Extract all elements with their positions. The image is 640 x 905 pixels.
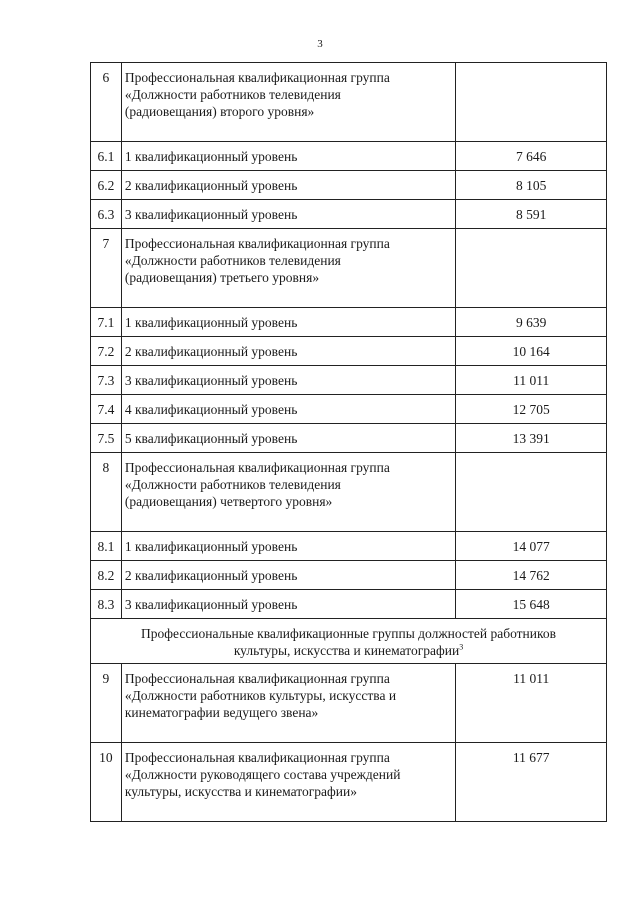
group-name-line: «Должности работников телевидения	[124, 477, 341, 492]
group-name	[121, 453, 456, 532]
group-name-line: культуры, искусства и кинематографии»	[124, 784, 357, 799]
group-name-line: Профессиональная квалификационная группа	[124, 671, 390, 686]
group-name	[121, 63, 456, 142]
group-name-line: Профессиональная квалификационная группа	[124, 70, 390, 85]
group-row	[91, 229, 607, 308]
salary-value: 10 164	[456, 337, 607, 366]
section-header-line	[95, 642, 602, 659]
group-name-line: Профессиональная квалификационная группа	[124, 236, 390, 251]
group-name	[121, 229, 456, 308]
row-number: 7.2	[91, 337, 122, 366]
salary-value: 8 591	[456, 200, 607, 229]
group-name-line: (радиовещания) третьего уровня»	[124, 270, 320, 285]
row-number: 8.2	[91, 561, 122, 590]
group-name	[121, 743, 456, 822]
group-name-line: Профессиональная квалификационная группа	[124, 460, 390, 475]
row-number: 6.1	[91, 142, 122, 171]
group-name-line: (радиовещания) четвертого уровня»	[124, 494, 333, 509]
row-number: 7.1	[91, 308, 122, 337]
page-number: 3	[317, 38, 323, 50]
group-name	[121, 664, 456, 743]
level-name: 4 квалификационный уровень	[121, 395, 456, 424]
row-number: 7.5	[91, 424, 122, 453]
level-row	[91, 532, 607, 561]
group-name-line: «Должности руководящего состава учреждений	[124, 767, 401, 782]
level-row	[91, 308, 607, 337]
salary-value: 12 705	[456, 395, 607, 424]
salary-value: 11 011	[456, 366, 607, 395]
salary-value	[456, 63, 607, 142]
group-name-line: «Должности работников телевидения	[124, 87, 341, 102]
row-number: 8	[91, 453, 122, 532]
section-header-row	[91, 619, 607, 664]
group-name-line: кинематографии ведущего звена»	[124, 705, 319, 720]
level-name: 2 квалификационный уровень	[121, 337, 456, 366]
level-name: 2 квалификационный уровень	[121, 561, 456, 590]
section-header-text: Профессиональные квалификационные группы должностей работников	[141, 626, 556, 641]
level-row	[91, 424, 607, 453]
salary-value	[456, 229, 607, 308]
row-number: 6	[91, 63, 122, 142]
group-row	[91, 453, 607, 532]
level-row	[91, 590, 607, 619]
level-name: 3 квалификационный уровень	[121, 366, 456, 395]
level-name: 5 квалификационный уровень	[121, 424, 456, 453]
level-name: 2 квалификационный уровень	[121, 171, 456, 200]
level-name: 3 квалификационный уровень	[121, 200, 456, 229]
level-row	[91, 142, 607, 171]
row-number: 10	[91, 743, 122, 822]
level-row	[91, 337, 607, 366]
row-number: 7	[91, 229, 122, 308]
group-row	[91, 63, 607, 142]
group-name-line: «Должности работников телевидения	[124, 253, 341, 268]
salary-value: 9 639	[456, 308, 607, 337]
salary-value: 15 648	[456, 590, 607, 619]
level-row	[91, 171, 607, 200]
group-name-line: Профессиональная квалификационная группа	[124, 750, 390, 765]
level-row	[91, 366, 607, 395]
salary-table	[90, 62, 607, 822]
section-header-text: культуры, искусства и кинематографии	[233, 643, 460, 658]
salary-value: 14 762	[456, 561, 607, 590]
row-number: 6.3	[91, 200, 122, 229]
salary-value: 13 391	[456, 424, 607, 453]
row-number: 9	[91, 664, 122, 743]
salary-value: 14 077	[456, 532, 607, 561]
level-row	[91, 200, 607, 229]
row-number: 6.2	[91, 171, 122, 200]
salary-value	[456, 453, 607, 532]
footnote-marker: 3	[459, 642, 464, 652]
row-number: 8.3	[91, 590, 122, 619]
section-header	[91, 619, 607, 664]
row-number: 7.4	[91, 395, 122, 424]
salary-value: 11 011	[456, 664, 607, 743]
row-number: 7.3	[91, 366, 122, 395]
salary-value: 8 105	[456, 171, 607, 200]
group-name-line: (радиовещания) второго уровня»	[124, 104, 315, 119]
group-name-line: «Должности работников культуры, искусства и	[124, 688, 397, 703]
level-name: 1 квалификационный уровень	[121, 142, 456, 171]
level-row	[91, 395, 607, 424]
row-number: 8.1	[91, 532, 122, 561]
group-row	[91, 664, 607, 743]
level-name: 3 квалификационный уровень	[121, 590, 456, 619]
section-header-line	[95, 625, 602, 642]
table-body	[91, 63, 607, 822]
level-row	[91, 561, 607, 590]
level-name: 1 квалификационный уровень	[121, 532, 456, 561]
group-row	[91, 743, 607, 822]
salary-value: 7 646	[456, 142, 607, 171]
level-name: 1 квалификационный уровень	[121, 308, 456, 337]
salary-value: 11 677	[456, 743, 607, 822]
